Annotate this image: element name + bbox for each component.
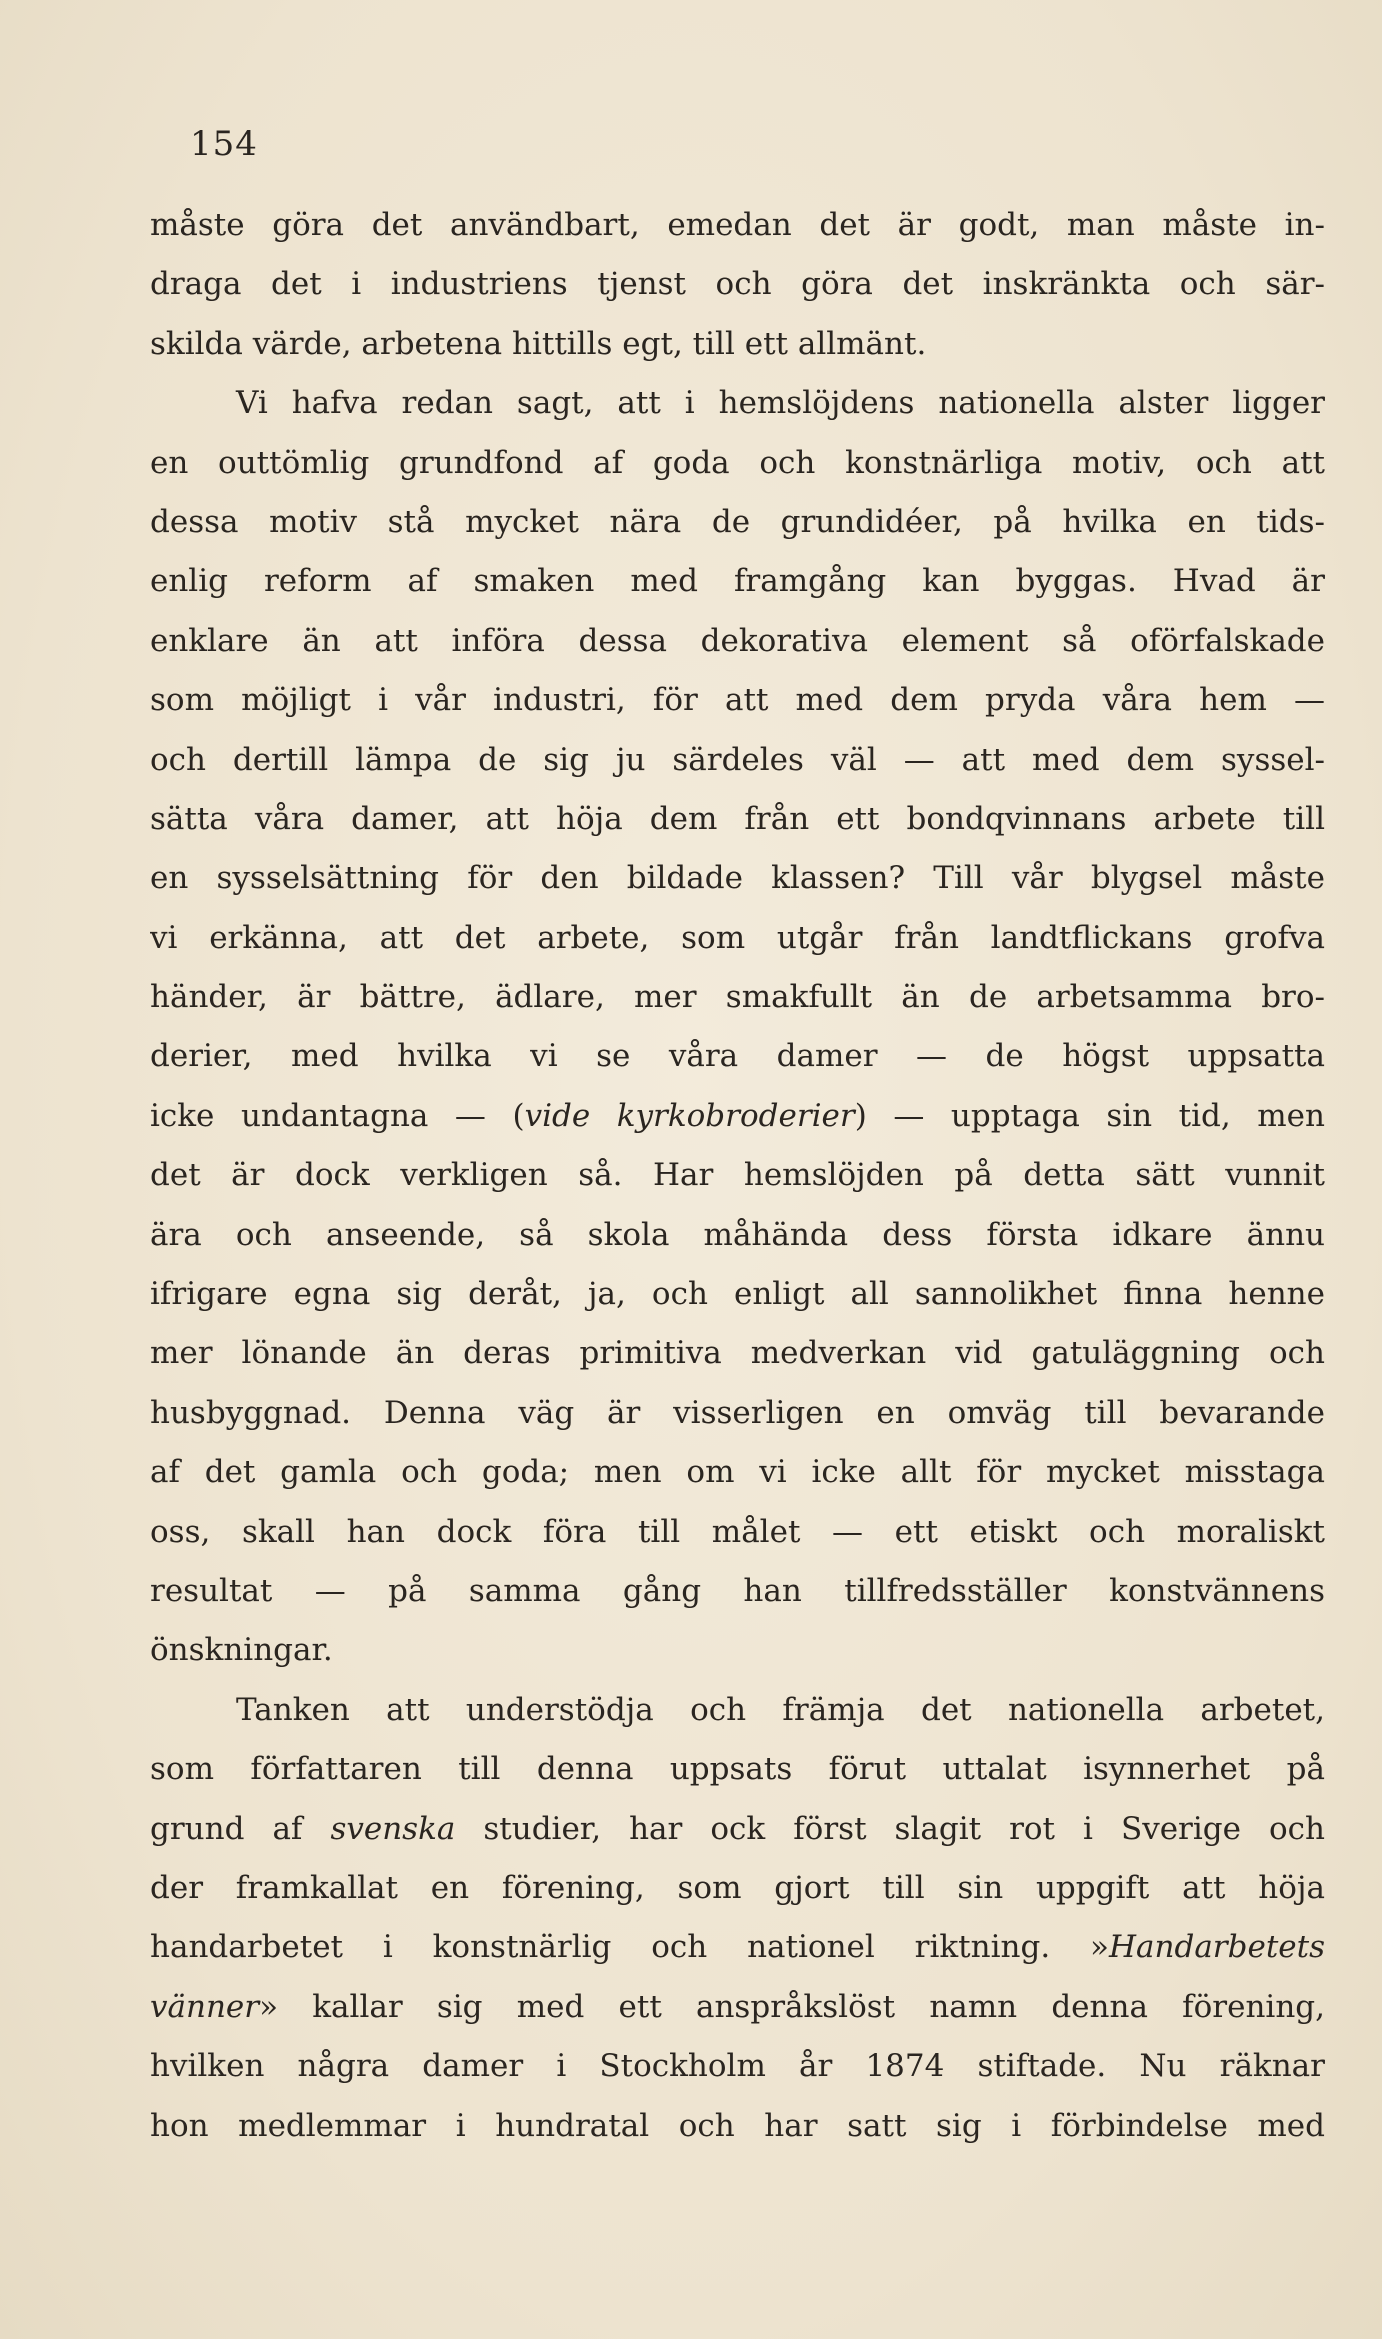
text-segment: dessa motiv stå mycket nära de grundidéer, på hvilka en tids-: [150, 503, 1325, 540]
italic-text: vide kyrkobroderier: [524, 1097, 855, 1134]
text-line: [150, 1087, 1325, 1146]
text-line: [150, 1800, 1325, 1859]
text-line: [150, 1027, 1325, 1086]
text-segment: » kallar sig med ett anspråkslöst namn denna förening,: [259, 1988, 1325, 2025]
text-segment: en outtömlig grundfond af goda och konstnärliga motiv, och att: [150, 444, 1325, 481]
text-line: [150, 1324, 1325, 1383]
text-line: [150, 1562, 1325, 1621]
text-segment: Tanken att understödja och främja det nationella arbetet,: [236, 1691, 1325, 1728]
text-line: [150, 1384, 1325, 1443]
text-line: [150, 434, 1325, 493]
text-segment: skilda värde, arbetena hittills egt, till ett allmänt.: [150, 325, 927, 362]
text-segment: hvilken några damer i Stockholm år 1874 stiftade. Nu räknar: [150, 2048, 1325, 2085]
text-line: [150, 196, 1325, 255]
text-line: [150, 374, 1325, 433]
text-segment: det är dock verkligen så. Har hemslöjden på detta sätt vunnit: [150, 1157, 1325, 1194]
text-line: [150, 1503, 1325, 1562]
text-line: [150, 909, 1325, 968]
text-segment: enlig reform af smaken med framgång kan byggas. Hvad är: [150, 563, 1325, 600]
text-line: [150, 968, 1325, 1027]
text-segment: och dertill lämpa de sig ju särdeles väl — att med dem syssel-: [150, 741, 1325, 778]
text-line: [150, 1206, 1325, 1265]
page-number: 154: [190, 124, 258, 164]
text-line: [150, 671, 1325, 730]
text-segment: hon medlemmar i hundratal och har satt sig i förbindelse med: [150, 2107, 1325, 2144]
text-line: [150, 552, 1325, 611]
text-segment: händer, är bättre, ädlare, mer smakfullt än de arbetsamma bro-: [150, 979, 1325, 1016]
text-segment: enklare än att införa dessa dekorativa element så oförfalskade: [150, 622, 1325, 659]
text-segment: Vi hafva redan sagt, att i hemslöjdens nationella alster ligger: [236, 385, 1325, 422]
text-line: [150, 849, 1325, 908]
text-line: [150, 1443, 1325, 1502]
text-segment: som möjligt i vår industri, för att med dem pryda våra hem —: [150, 682, 1325, 719]
text-segment: oss, skall han dock föra till målet — ett etiskt och moraliskt: [150, 1513, 1325, 1550]
text-segment: sätta våra damer, att höja dem från ett bondqvinnans arbete till: [150, 800, 1325, 837]
text-segment: derier, med hvilka vi se våra damer — de högst uppsatta: [150, 1038, 1325, 1075]
text-segment: ) — upptaga sin tid, men: [854, 1097, 1325, 1134]
text-segment: draga det i industriens tjenst och göra det inskränkta och sär-: [150, 266, 1325, 303]
text-segment: husbyggnad. Denna väg är visserligen en omväg till bevarande: [150, 1394, 1325, 1431]
italic-text: svenska: [330, 1810, 456, 1847]
text-line: [150, 1146, 1325, 1205]
text-line: [150, 1918, 1325, 1977]
body-text: [150, 196, 1325, 2156]
text-segment: önskningar.: [150, 1632, 333, 1669]
text-segment: måste göra det användbart, emedan det är godt, man måste in-: [150, 207, 1325, 243]
text-segment: af det gamla och goda; men om vi icke allt för mycket misstaga: [150, 1454, 1325, 1491]
text-segment: vi erkänna, att det arbete, som utgår från landtflickans grofva: [150, 919, 1325, 956]
text-line: [150, 2037, 1325, 2096]
text-segment: en sysselsättning för den bildade klassen? Till vår blygsel måste: [150, 860, 1325, 897]
text-segment: der framkallat en förening, som gjort till sin uppgift att höja: [150, 1869, 1325, 1906]
text-line: [150, 315, 1325, 374]
text-line: [150, 1265, 1325, 1324]
text-segment: resultat — på samma gång han tillfredsställer konstvännens: [150, 1572, 1325, 1609]
text-segment: handarbetet i konstnärlig och nationel riktning. »: [150, 1929, 1109, 1966]
text-line: [150, 1859, 1325, 1918]
text-line: [150, 1681, 1325, 1740]
text-segment: mer lönande än deras primitiva medverkan vid gatuläggning och: [150, 1335, 1325, 1372]
text-line: [150, 1740, 1325, 1799]
text-line: [150, 255, 1325, 314]
text-line: [150, 1621, 1325, 1680]
text-line: [150, 731, 1325, 790]
italic-text: vänner: [150, 1988, 260, 2025]
text-segment: ära och anseende, så skola måhända dess första idkare ännu: [150, 1216, 1325, 1253]
text-segment: grund af: [150, 1810, 331, 1847]
text-segment: studier, har ock först slagit rot i Sverige och: [455, 1810, 1325, 1847]
italic-text: Handarbetets: [1109, 1929, 1325, 1966]
text-line: [150, 612, 1325, 671]
text-line: [150, 2097, 1325, 2156]
text-line: [150, 1978, 1325, 2037]
text-line: [150, 790, 1325, 849]
text-segment: som författaren till denna uppsats förut uttalat isynnerhet på: [150, 1751, 1325, 1788]
text-line: [150, 493, 1325, 552]
text-segment: ifrigare egna sig deråt, ja, och enligt all sannolikhet finna henne: [150, 1276, 1325, 1313]
text-segment: icke undantagna — (: [150, 1097, 525, 1134]
